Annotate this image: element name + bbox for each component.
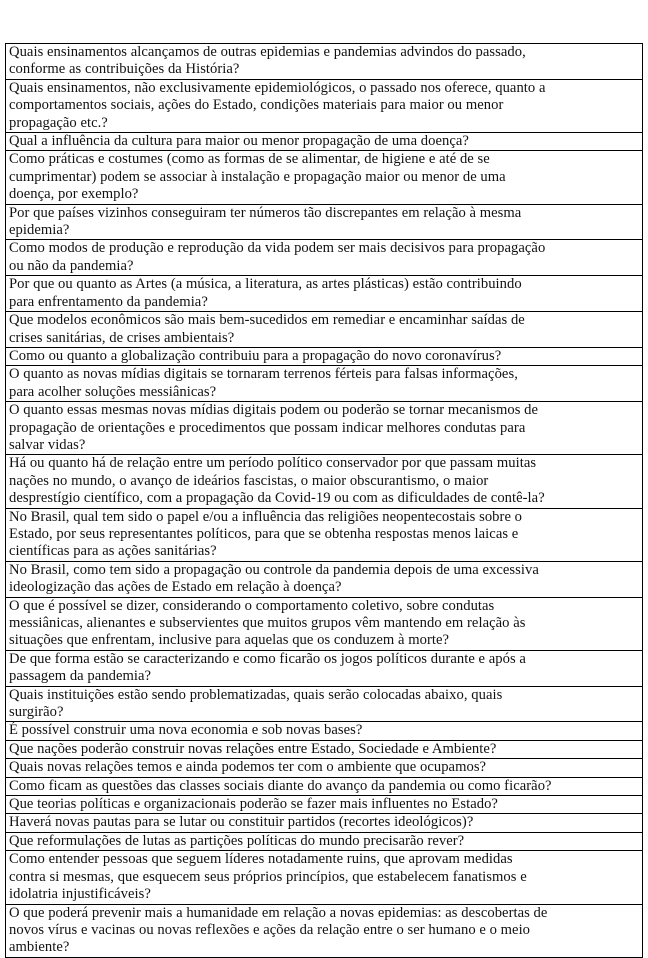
question-cell: O que é possível se dizer, considerando o comportamento coletivo, sobre condutas messiânicas, alienantes e subservientes que muitos grupos vêm mantendo em relação às situações que enfrentam, inclusive para aquelas que os conduzem à morte?: [6, 597, 643, 650]
question-cell: Que teorias políticas e organizacionais poderão se fazer mais influentes no Estado?: [6, 796, 643, 814]
question-cell: Por que ou quanto as Artes (a música, a literatura, as artes plásticas) estão contribuindo para enfrentamento da pandemia?: [6, 276, 643, 312]
question-cell: Qual a influência da cultura para maior ou menor propagação de uma doença?: [6, 133, 643, 151]
table-row: [6, 686, 643, 722]
table-row: [6, 79, 643, 132]
table-row: [6, 904, 643, 957]
question-cell: Que reformulações de lutas as partições políticas do mundo precisarão rever?: [6, 832, 643, 850]
table-row: [6, 312, 643, 348]
table-row: [6, 796, 643, 814]
question-cell: Como práticas e costumes (como as formas de se alimentar, de higiene e até de se cumprimentar) podem se associar à instalação e propagação maior ou menor de uma doença, por exemplo?: [6, 151, 643, 204]
table-row: [6, 276, 643, 312]
table-row: [6, 151, 643, 204]
table-row: [6, 832, 643, 850]
table-row: [6, 814, 643, 832]
table-row: [6, 347, 643, 365]
table-row: [6, 240, 643, 276]
questions-table: [5, 43, 643, 958]
table-row: [6, 44, 643, 80]
question-cell: Por que países vizinhos conseguiram ter números tão discrepantes em relação à mesma epidemia?: [6, 204, 643, 240]
question-cell: Há ou quanto há de relação entre um período político conservador por que passam muitas nações no mundo, o avanço de ideários fascistas, o maior obscurantismo, o maior desprestígio científico, com a propagação da Covid-19 ou com as dificuldades de contê-la?: [6, 455, 643, 508]
question-cell: Que nações poderão construir novas relações entre Estado, Sociedade e Ambiente?: [6, 740, 643, 758]
question-cell: É possível construir uma nova economia e sob novas bases?: [6, 722, 643, 740]
question-cell: O quanto as novas mídias digitais se tornaram terrenos férteis para falsas informações, para acolher soluções messiânicas?: [6, 366, 643, 402]
table-row: [6, 722, 643, 740]
question-cell: Quais instituições estão sendo problematizadas, quais serão colocadas abaixo, quais surgirão?: [6, 686, 643, 722]
question-cell: Como modos de produção e reprodução da vida podem ser mais decisivos para propagação ou não da pandemia?: [6, 240, 643, 276]
question-cell: Que modelos econômicos são mais bem-sucedidos em remediar e encaminhar saídas de crises sanitárias, de crises ambientais?: [6, 312, 643, 348]
table-row: [6, 561, 643, 597]
table-row: [6, 777, 643, 795]
question-cell: Haverá novas pautas para se lutar ou constituir partidos (recortes ideológicos)?: [6, 814, 643, 832]
question-cell: Como ou quanto a globalização contribuiu para a propagação do novo coronavírus?: [6, 347, 643, 365]
question-cell: Quais ensinamentos, não exclusivamente epidemiológicos, o passado nos oferece, quanto a comportamentos sociais, ações do Estado, condições materiais para maior ou menor propagação etc.?: [6, 79, 643, 132]
table-row: [6, 133, 643, 151]
questions-table-body: [6, 44, 643, 958]
table-row: [6, 740, 643, 758]
table-row: [6, 759, 643, 777]
table-row: [6, 402, 643, 455]
table-row: [6, 455, 643, 508]
question-cell: Quais novas relações temos e ainda podemos ter com o ambiente que ocupamos?: [6, 759, 643, 777]
question-cell: De que forma estão se caracterizando e como ficarão os jogos políticos durante e após a passagem da pandemia?: [6, 650, 643, 686]
table-row: [6, 597, 643, 650]
table-row: [6, 650, 643, 686]
question-cell: O que poderá prevenir mais a humanidade em relação a novas epidemias: as descobertas de novos vírus e vacinas ou novas reflexões e ações da relação entre o ser humano e o meio ambiente?: [6, 904, 643, 957]
question-cell: Como ficam as questões das classes sociais diante do avanço da pandemia ou como ficarão?: [6, 777, 643, 795]
question-cell: Como entender pessoas que seguem líderes notadamente ruins, que aprovam medidas contra si mesmas, que esquecem seus próprios princípios, que estabelecem fanatismos e idolatria injustificáveis?: [6, 851, 643, 904]
question-cell: O quanto essas mesmas novas mídias digitais podem ou poderão se tornar mecanismos de propagação de orientações e procedimentos que possam indicar melhores condutas para salvar vidas?: [6, 402, 643, 455]
question-cell: No Brasil, como tem sido a propagação ou controle da pandemia depois de uma excessiva ideologização das ações de Estado em relação à doença?: [6, 561, 643, 597]
question-cell: No Brasil, qual tem sido o papel e/ou a influência das religiões neopentecostais sobre o Estado, por seus representantes políticos, para que se obtenha respostas menos laicas e científicas para as ações sanitárias?: [6, 508, 643, 561]
table-row: [6, 366, 643, 402]
table-row: [6, 508, 643, 561]
table-row: [6, 851, 643, 904]
question-cell: Quais ensinamentos alcançamos de outras epidemias e pandemias advindos do passado, conforme as contribuições da História?: [6, 44, 643, 80]
table-row: [6, 204, 643, 240]
